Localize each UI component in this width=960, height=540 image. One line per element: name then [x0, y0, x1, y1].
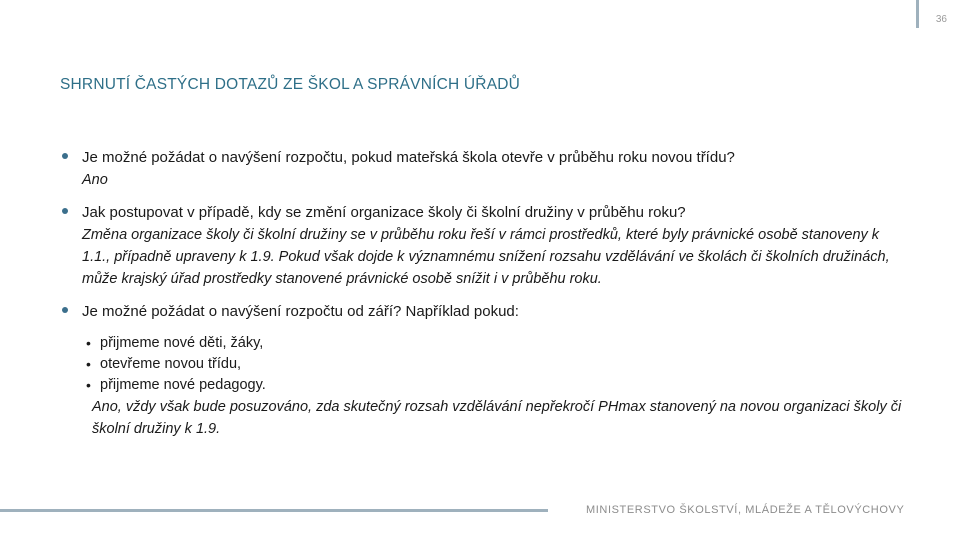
bullet-icon — [62, 208, 68, 214]
question: Jak postupovat v případě, kdy se změní organizace školy či školní družiny v průběhu roku? — [82, 204, 686, 221]
list-item: • přijmeme nové pedagogy. — [86, 375, 902, 396]
answer: Ano, vždy však bude posuzováno, zda skutečný rozsah vzdělávání nepřekročí PHmax stanovený na novou organizaci školy či školní družiny k 1.9. — [92, 399, 902, 437]
ministry-logo: MINISTERSTVO ŠKOLSTVÍ, MLÁDEŽE A TĚLOVÝCHOVY — [586, 504, 905, 516]
answer: Změna organizace školy či školní družiny se v průběhu roku řeší v rámci prostředků, které byly právnické osobě stanoveny k 1.1., případně upraveny k 1.9. Pokud však dojde k významnému snížení rozsahu vzdělávání ve školách či školních družinách, může krajský úřad prostředky stanovené právnické osobě snížit i v průběhu roku. — [82, 227, 890, 287]
page-number: 36 — [935, 14, 947, 25]
top-divider — [916, 0, 919, 28]
question: Je možné požádat o navýšení rozpočtu od září? Například pokud: — [82, 303, 519, 320]
qa-item — [62, 147, 902, 191]
list-item: • otevřeme novou třídu, — [86, 354, 902, 375]
question: Je možné požádat o navýšení rozpočtu, pokud mateřská škola otevře v průběhu roku novou třídu? — [82, 149, 735, 166]
footer-divider — [0, 509, 548, 512]
qa-item — [62, 202, 902, 290]
qa-list — [62, 147, 902, 451]
answer: Ano — [82, 172, 108, 188]
bullet-icon — [62, 307, 68, 313]
qa-item — [62, 301, 902, 440]
list-item: • přijmeme nové děti, žáky, — [86, 333, 902, 354]
slide-title: SHRNUTÍ ČASTÝCH DOTAZŮ ZE ŠKOL A SPRÁVNÍCH ÚŘADŮ — [60, 76, 521, 93]
bullet-icon — [62, 153, 68, 159]
example-list — [86, 333, 902, 396]
